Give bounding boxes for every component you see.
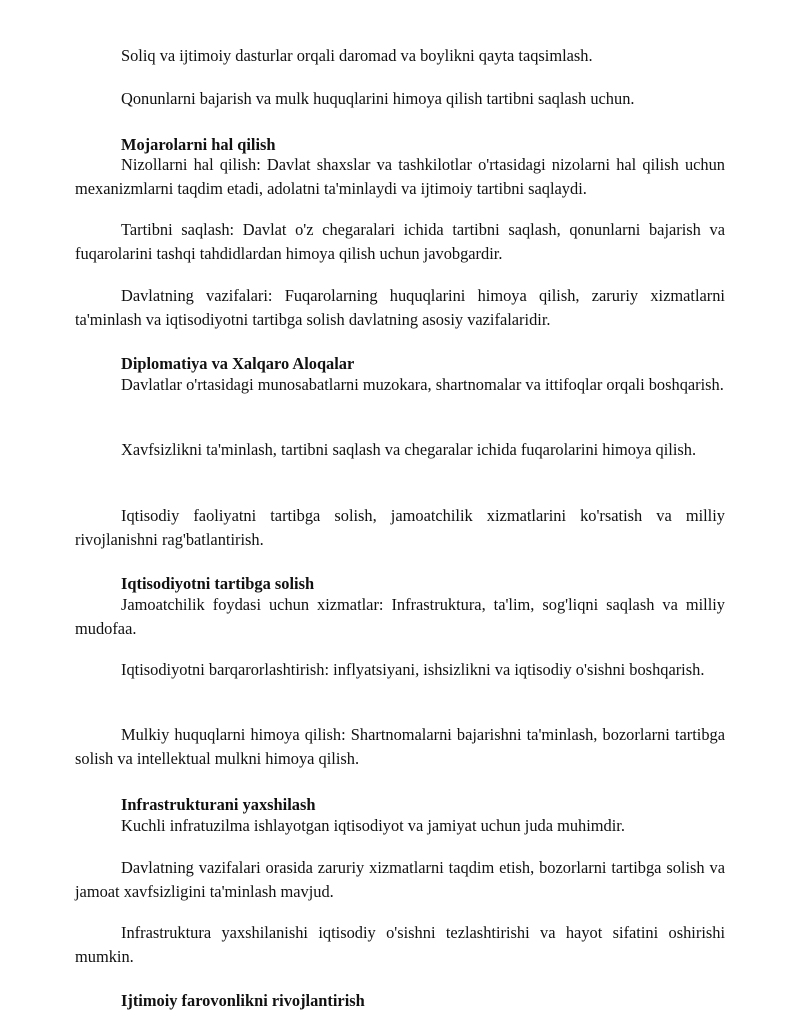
paragraph: Soliq va ijtimoiy dasturlar orqali daromad va boylikni qayta taqsimlash. (121, 46, 593, 65)
paragraph: Iqtisodiy faoliyatni tartibga solish, jamoatchilik xizmatlarini ko'rsatish va milliy rivojlanishni rag'batlantirish. (75, 506, 725, 549)
paragraph: Qonunlarni bajarish va mulk huquqlarini himoya qilish tartibni saqlash uchun. (121, 89, 635, 108)
paragraph: Nizollarni hal qilish: Davlat shaxslar va tashkilotlar o'rtasidagi nizolarni hal qilish uchun mexanizmlarni taqdim etadi, adolatni ta'minlaydi va ijtimoiy tartibni saqlaydi. (75, 155, 725, 198)
section-heading: Mojarolarni hal qilish (121, 135, 276, 154)
paragraph: Davlatning vazifalari: Fuqarolarning huquqlarini himoya qilish, zaruriy xizmatlarni ta'minlash va iqtisodiyotni tartibga solish davlatning asosiy vazifalaridir. (75, 286, 725, 329)
paragraph: Iqtisodiyotni barqarorlashtirish: inflyatsiyani, ishsizlikni va iqtisodiy o'sishni boshqarish. (121, 660, 705, 679)
paragraph: Davlatning vazifalari orasida zaruriy xizmatlarni taqdim etish, bozorlarni tartibga solish va jamoat xavfsizligini ta'minlash mavjud. (75, 858, 725, 901)
section-heading: Infrastrukturani yaxshilash (121, 795, 316, 814)
paragraph: Infrastruktura yaxshilanishi iqtisodiy o'sishni tezlashtirishi va hayot sifatini oshirishi mumkin. (75, 923, 725, 966)
paragraph: Davlatlar o'rtasidagi munosabatlarni muzokara, shartnomalar va ittifoqlar orqali boshqarish. (121, 375, 724, 394)
section-heading: Diplomatiya va Xalqaro Aloqalar (121, 354, 355, 373)
paragraph: Jamoatchilik foydasi uchun xizmatlar: Infrastruktura, ta'lim, sog'liqni saqlash va milliy mudofaa. (75, 595, 725, 638)
paragraph: Mulkiy huquqlarni himoya qilish: Shartnomalarni bajarishni ta'minlash, bozorlarni tartibga solish va intellektual mulkni himoya qilish. (75, 725, 725, 768)
section-heading: Iqtisodiyotni tartibga solish (121, 574, 315, 593)
paragraph: Kuchli infratuzilma ishlayotgan iqtisodiyot va jamiyat uchun juda muhimdir. (121, 816, 625, 835)
paragraph: Tartibni saqlash: Davlat o'z chegaralari ichida tartibni saqlash, qonunlarni bajarish va fuqarolarini tashqi tahdidlardan himoya qilish uchun javobgardir. (75, 220, 725, 263)
paragraph: Xavfsizlikni ta'minlash, tartibni saqlash va chegaralar ichida fuqarolarini himoya qilish. (121, 440, 697, 459)
section-heading: Ijtimoiy farovonlikni rivojlantirish (121, 991, 365, 1010)
